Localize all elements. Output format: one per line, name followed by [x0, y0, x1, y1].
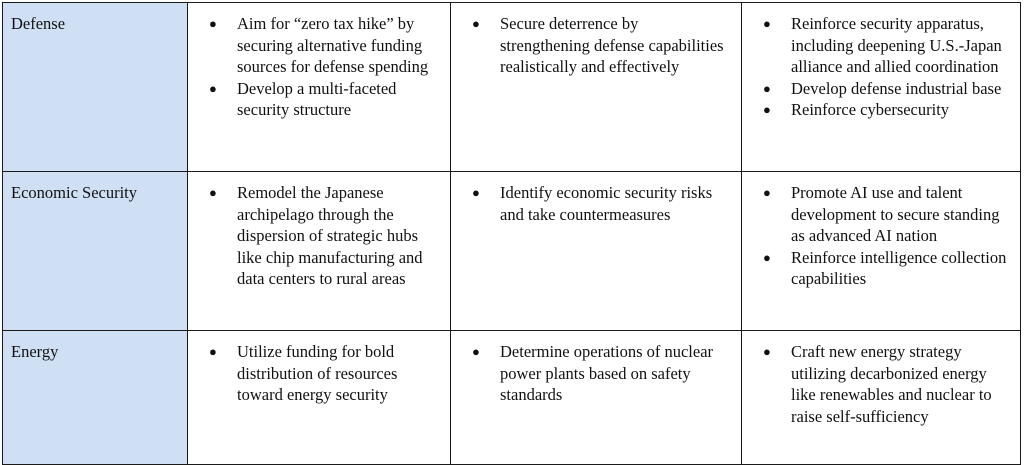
- list-item: ● Promote AI use and talent development to secure standing as advanced AI nation: [763, 183, 1000, 245]
- bullet-icon: ●: [763, 344, 771, 359]
- cell-defense-col1: [188, 3, 451, 172]
- cell-defense-col2: [451, 3, 742, 172]
- list-item: ● Reinforce cybersecurity: [763, 100, 950, 119]
- cell-economic-col1: [188, 172, 451, 331]
- list-item: ● Secure deterrence by strengthening defense capabilities realistically and effectively: [472, 14, 724, 76]
- category-cell-defense: Defense: [3, 3, 188, 172]
- list-item: ● Reinforce intelligence collection capabilities: [763, 247, 1007, 288]
- bullet-icon: ●: [472, 16, 480, 31]
- bullet-list: [742, 341, 1008, 427]
- cell-economic-col2: [451, 172, 742, 331]
- bullet-icon: ●: [209, 185, 217, 200]
- bullet-list: [188, 341, 438, 406]
- bullet-list: [451, 182, 729, 225]
- list-item: ● Develop a multi-faceted security structure: [209, 78, 397, 119]
- bullet-icon: ●: [472, 344, 480, 359]
- bullet-icon: ●: [763, 102, 771, 117]
- bullet-icon: ●: [763, 185, 771, 200]
- bullet-icon: ●: [763, 80, 771, 96]
- cell-energy-col1: [188, 331, 451, 465]
- bullet-icon: ●: [472, 185, 480, 200]
- bullet-icon: ●: [209, 344, 217, 359]
- bullet-icon: ●: [763, 16, 771, 31]
- cell-energy-col2: [451, 331, 742, 465]
- cell-economic-col3: [742, 172, 1021, 331]
- table-row-defense: [3, 3, 1021, 172]
- list-item: ● Craft new energy strategy utilizing decarbonized energy like renewables and nuclear to raise self-sufficiency: [763, 342, 992, 426]
- category-cell-energy: Energy: [3, 331, 188, 465]
- bullet-icon: ●: [209, 16, 217, 31]
- cell-energy-col3: [742, 331, 1021, 465]
- table-row-economic-security: [3, 172, 1021, 331]
- bullet-list: [451, 13, 729, 78]
- bullet-list: [188, 182, 438, 290]
- list-item: ● Determine operations of nuclear power plants based on safety standards: [472, 342, 714, 404]
- list-item: ● Develop defense industrial base: [763, 78, 1002, 98]
- bullet-list: [188, 13, 438, 121]
- list-item: ● Reinforce security apparatus, including deepening U.S.-Japan alliance and allied coordination: [763, 14, 1002, 76]
- cell-defense-col3: [742, 3, 1021, 172]
- bullet-icon: ●: [763, 249, 771, 265]
- category-cell-economic-security: Economic Security: [3, 172, 188, 331]
- bullet-list: [742, 182, 1008, 290]
- list-item: ● Remodel the Japanese archipelago through the dispersion of strategic hubs like chip manufacturing and data centers to rural areas: [209, 183, 423, 288]
- list-item: ● Utilize funding for bold distribution of resources toward energy security: [209, 342, 398, 404]
- table-row-energy: [3, 331, 1021, 465]
- bullet-icon: ●: [209, 80, 217, 96]
- list-item: ● Identify economic security risks and take countermeasures: [472, 183, 713, 224]
- bullet-list: [451, 341, 729, 406]
- list-item: ● Aim for “zero tax hike” by securing alternative funding sources for defense spending: [209, 14, 429, 76]
- policy-table: [2, 2, 1021, 465]
- bullet-list: [742, 13, 1008, 121]
